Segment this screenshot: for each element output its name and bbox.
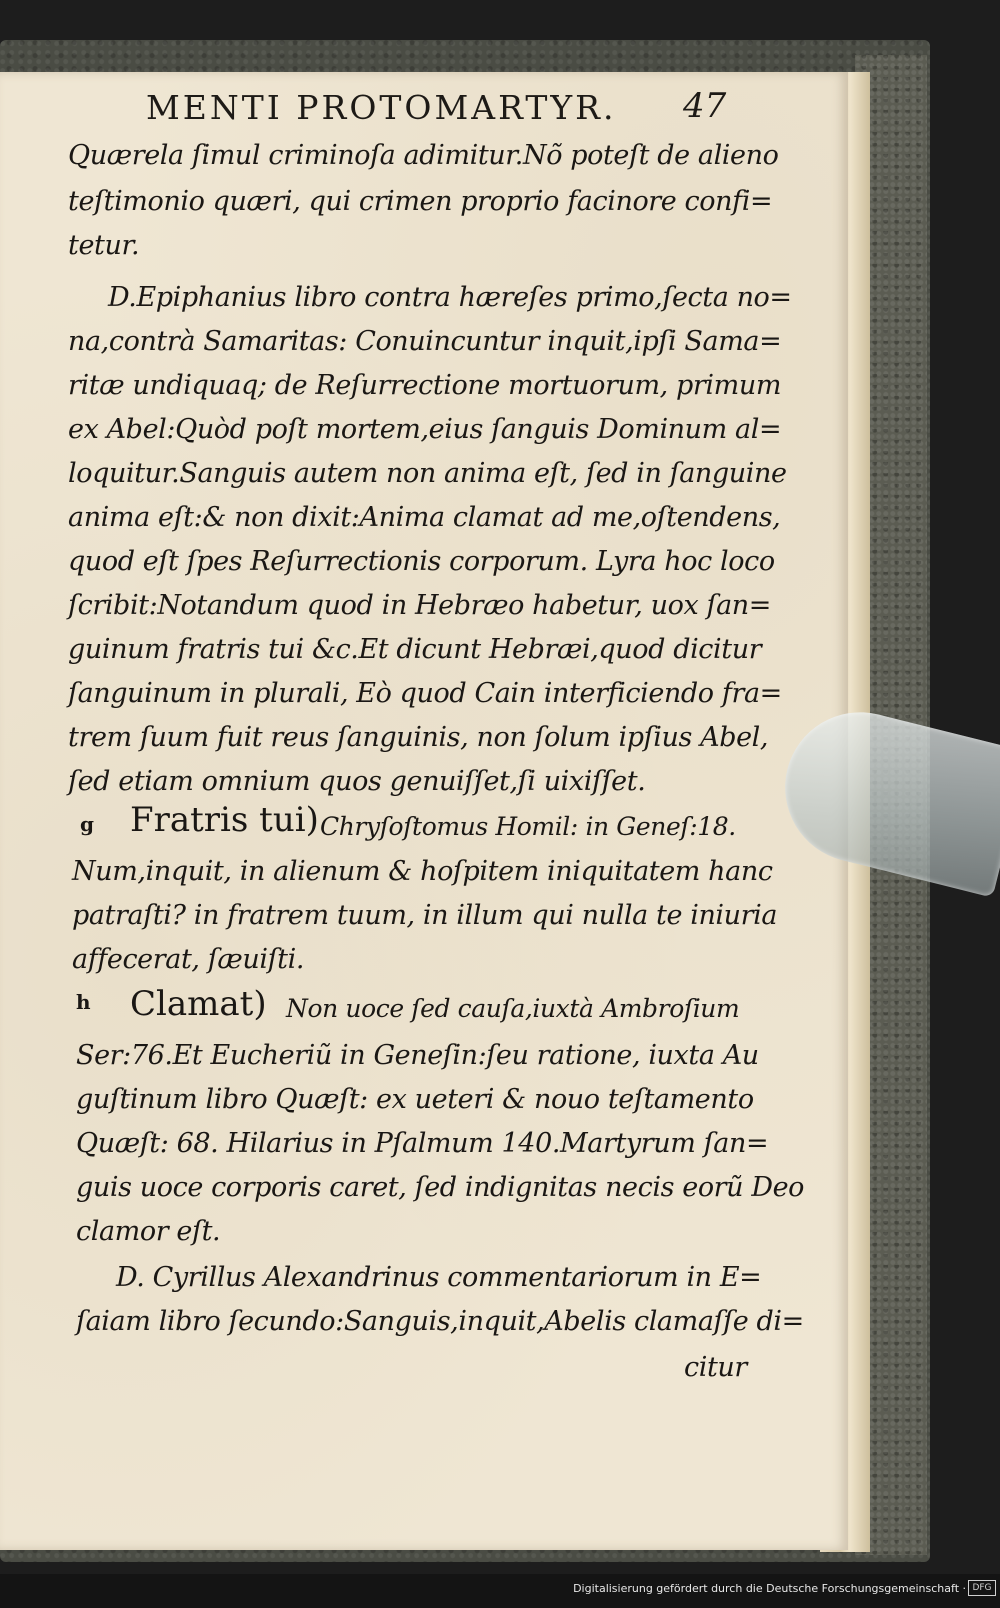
note-h-line: guſtinum libro Quæſt: ex ueteri & nouo teſtamento — [76, 1084, 754, 1115]
note-h-line: D. Cyrillus Alexandrinus commentariorum in E= — [116, 1262, 762, 1293]
note-g-first-line: Chryſoſtomus Homil: in Geneſ:18. — [320, 812, 736, 841]
text-line: trem ſuum fuit reus ſanguinis, non ſolum ipſius Abel, — [68, 722, 769, 753]
note-g-line: patraſti? in fratrem tuum, in illum qui nulla te iniuria — [72, 900, 778, 931]
note-marker-h: h — [76, 990, 91, 1014]
note-marker-g: g — [80, 812, 94, 836]
catchword: citur — [684, 1352, 747, 1383]
text-line: quod eſt ſpes Reſurrectionis corporum. Lyra hoc loco — [68, 546, 775, 577]
dfg-logo: DFG — [968, 1580, 996, 1596]
text-line: Quærela ſimul criminoſa adimitur.Nõ poteſt de alieno — [68, 140, 779, 171]
note-h-line: clamor eſt. — [76, 1216, 221, 1247]
note-h-line: Quæſt: 68. Hilarius in Pſalmum 140.Martyrum ſan= — [76, 1128, 769, 1159]
text-line: anima eſt:& non dixit:Anima clamat ad me,oſtendens, — [68, 502, 781, 533]
text-line: tetur. — [68, 230, 140, 261]
text-line: ritæ undiquaq; de Reſurrectione mortuorum, primum — [68, 370, 782, 401]
note-h-first-line: Non uoce ſed cauſa,iuxtà Ambroſium — [286, 994, 740, 1023]
note-h-line: Ser:76.Et Eucheriũ in Geneſin:ſeu ratione, iuxta Au — [76, 1040, 759, 1071]
note-g-line: affecerat, ſæuiſti. — [72, 944, 305, 975]
text-line: ſanguinum in plurali, Eò quod Cain interficiendo fra= — [68, 678, 782, 709]
text-line: ex Abel:Quòd poſt mortem,eius ſanguis Dominum al= — [68, 414, 782, 445]
text-line: ſcribit:Notandum quod in Hebræo habetur, uox ſan= — [68, 590, 771, 621]
text-line: teſtimonio quæri, qui crimen proprio facinore confi= — [68, 186, 773, 217]
note-lemma-h: Clamat) — [130, 984, 267, 1024]
text-line: loquitur.Sanguis autem non anima eſt, ſed in ſanguine — [68, 458, 787, 489]
running-head: MENTI PROTOMARTYR. — [146, 88, 617, 127]
text-line: guinum fratris tui &c.Et dicunt Hebræi,quod dicitur — [68, 634, 762, 665]
text-line: na,contrà Samaritas: Conuincuntur inquit,ipſi Sama= — [68, 326, 782, 357]
note-lemma-g: Fratris tui) — [130, 800, 319, 840]
page-number: 47 — [683, 86, 727, 126]
text-line: D.Epiphanius libro contra hæreſes primo,ſecta no= — [108, 282, 792, 313]
note-h-line: guis uoce corporis caret, ſed indignitas necis eorũ Deo — [76, 1172, 805, 1203]
digitization-credit: Digitalisierung gefördert durch die Deutsche Forschungsgemeinschaft · — [573, 1582, 966, 1595]
note-g-line: Num,inquit, in alienum & hoſpitem iniquitatem hanc — [72, 856, 773, 887]
text-line: ſed etiam omnium quos genuiſſet,ſi uixiſſet. — [68, 766, 646, 797]
note-h-line: ſaiam libro ſecundo:Sanguis,inquit,Abelis clamaſſe di= — [76, 1306, 804, 1337]
